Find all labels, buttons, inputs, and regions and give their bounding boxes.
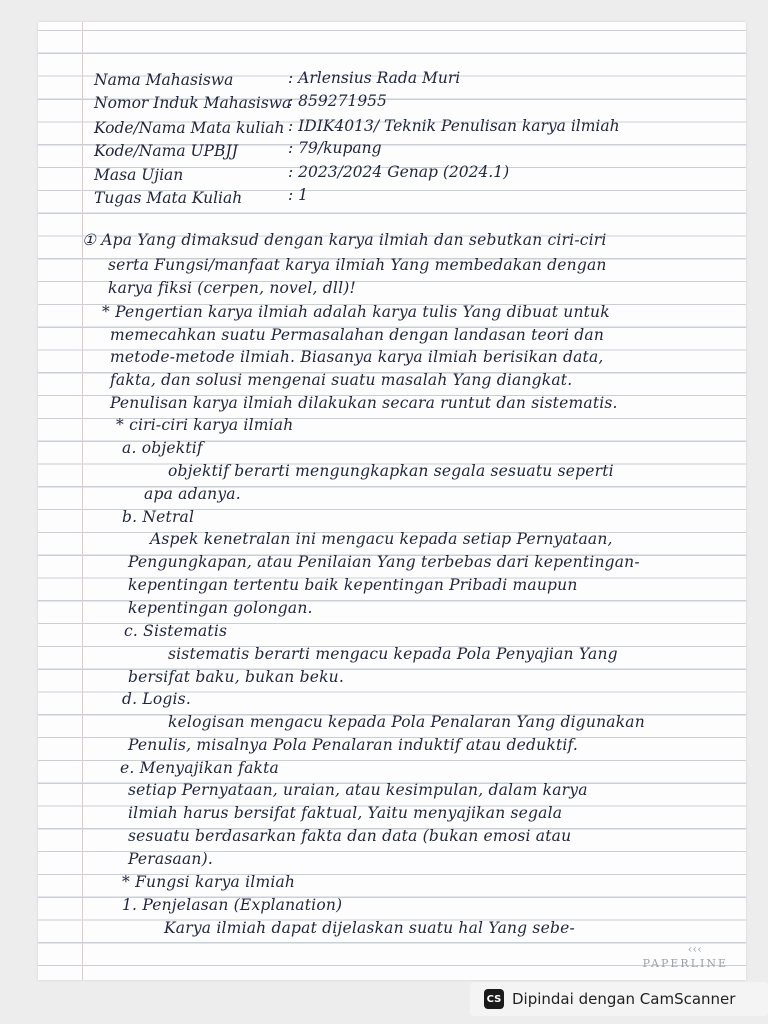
- handwritten-line: ① Apa Yang dimaksud dengan karya ilmiah dan sebutkan ciri-ciri: [82, 231, 607, 249]
- camscanner-logo-icon: CS: [484, 989, 504, 1009]
- identity-value: : IDIK4013/ Teknik Penulisan karya ilmiah: [288, 117, 620, 135]
- handwritten-line: bersifat baku, bukan beku.: [128, 668, 344, 686]
- handwritten-line: * Fungsi karya ilmiah: [122, 873, 296, 891]
- watermark-text: Dipindai dengan CamScanner: [512, 990, 736, 1008]
- handwritten-line: Penulis, misalnya Pola Penalaran induktif atau deduktif.: [128, 736, 579, 754]
- handwritten-line: Perasaan).: [128, 850, 213, 868]
- identity-label: Nomor Induk Mahasiswa: [94, 94, 292, 112]
- paper-brand: PAPERLINE: [642, 957, 728, 970]
- paper-brand-mark: ‹‹‹: [687, 942, 702, 956]
- identity-label: Tugas Mata Kuliah: [94, 189, 243, 207]
- handwritten-line: sesuatu berdasarkan fakta dan data (bukan emosi atau: [128, 827, 572, 845]
- handwritten-line: kelogisan mengacu kepada Pola Penalaran Yang digunakan: [168, 713, 645, 731]
- handwritten-line: objektif berarti mengungkapkan segala sesuatu seperti: [168, 462, 614, 480]
- identity-value: : 79/kupang: [288, 139, 382, 157]
- handwritten-line: metode-metode ilmiah. Biasanya karya ilmiah berisikan data,: [110, 348, 604, 366]
- identity-value: : 859271955: [288, 92, 387, 110]
- identity-value: : 1: [288, 186, 309, 204]
- handwritten-line: karya fiksi (cerpen, novel, dll)!: [108, 279, 356, 297]
- handwritten-line: ilmiah harus bersifat faktual, Yaitu menyajikan segala: [128, 804, 563, 822]
- camscanner-watermark: [470, 982, 768, 1016]
- handwritten-line: kepentingan golongan.: [128, 599, 313, 617]
- handwritten-line: Pengungkapan, atau Penilaian Yang terbebas dari kepentingan-: [128, 553, 640, 571]
- notebook-page: [38, 22, 746, 980]
- margin-line: [82, 22, 83, 980]
- identity-value: : 2023/2024 Genap (2024.1): [288, 163, 510, 181]
- handwritten-line: Aspek kenetralan ini mengacu kepada setiap Pernyataan,: [150, 530, 613, 548]
- handwritten-line: 1. Penjelasan (Explanation): [122, 896, 343, 914]
- identity-label: Kode/Nama Mata kuliah: [94, 119, 285, 137]
- handwritten-line: Karya ilmiah dapat dijelaskan suatu hal Yang sebe-: [164, 919, 575, 937]
- identity-label: Masa Ujian: [94, 166, 184, 184]
- identity-label: Kode/Nama UPBJJ: [94, 142, 238, 160]
- handwritten-line: d. Logis.: [122, 690, 191, 708]
- handwritten-line: c. Sistematis: [124, 622, 228, 640]
- handwritten-line: setiap Pernyataan, uraian, atau kesimpulan, dalam karya: [128, 781, 588, 799]
- handwritten-line: e. Menyajikan fakta: [120, 759, 279, 777]
- handwritten-line: * Pengertian karya ilmiah adalah karya tulis Yang dibuat untuk: [102, 303, 610, 321]
- identity-value: : Arlensius Rada Muri: [288, 69, 461, 87]
- handwritten-line: * ciri-ciri karya ilmiah: [116, 416, 294, 434]
- handwritten-line: serta Fungsi/manfaat karya ilmiah Yang membedakan dengan: [108, 256, 607, 274]
- handwritten-line: fakta, dan solusi mengenai suatu masalah Yang diangkat.: [110, 371, 573, 389]
- identity-label: Nama Mahasiswa: [94, 71, 234, 89]
- handwritten-line: Penulisan karya ilmiah dilakukan secara runtut dan sistematis.: [110, 394, 618, 412]
- handwritten-line: b. Netral: [122, 508, 195, 526]
- handwritten-line: kepentingan tertentu baik kepentingan Pribadi maupun: [128, 576, 578, 594]
- handwritten-line: apa adanya.: [144, 485, 241, 503]
- handwritten-line: sistematis berarti mengacu kepada Pola Penyajian Yang: [168, 645, 618, 663]
- handwritten-line: a. objektif: [122, 439, 203, 457]
- handwritten-line: memecahkan suatu Permasalahan dengan landasan teori dan: [110, 326, 605, 344]
